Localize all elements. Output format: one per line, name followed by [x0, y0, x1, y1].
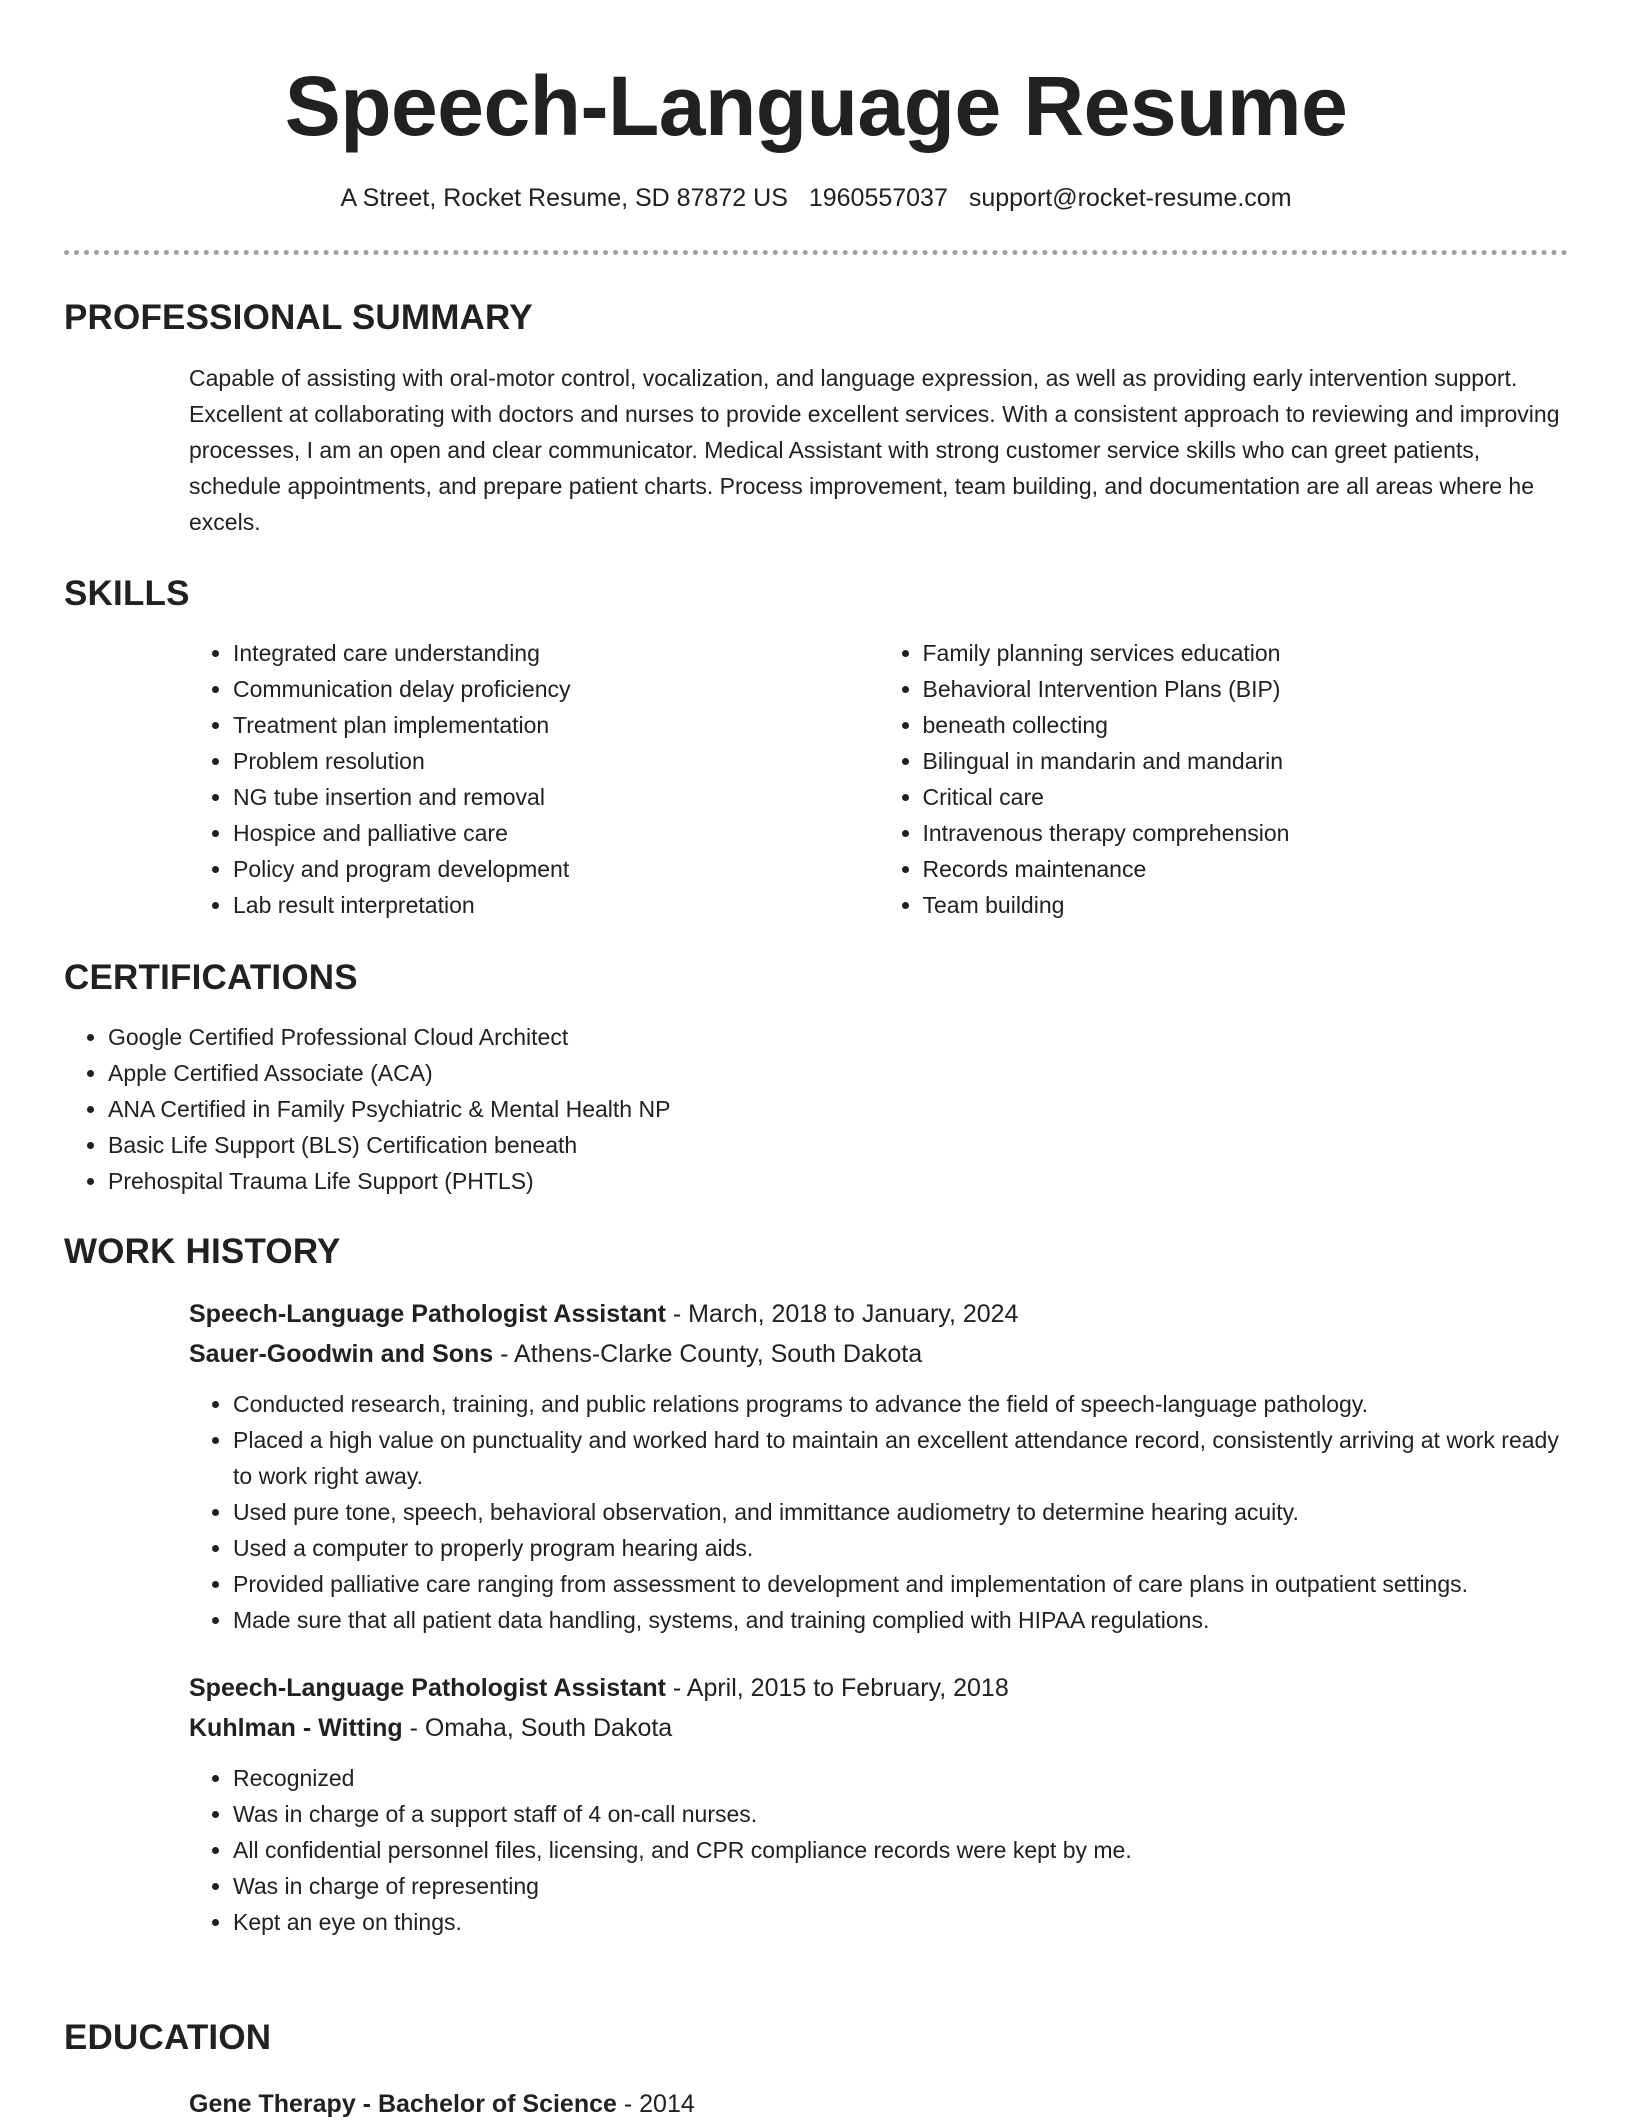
- certification-item: • Prehospital Trauma Life Support (PHTLS): [108, 1163, 1568, 1199]
- job-duty-item: • Placed a high value on punctuality and worked hard to maintain an excellent attendance record, consistently arriving at work ready to work right away.: [233, 1422, 1568, 1494]
- skill-item: • Integrated care understanding: [233, 635, 879, 671]
- job-location: - Omaha, South Dakota: [402, 1714, 673, 1742]
- skills-section: [64, 572, 1568, 923]
- skills-grid: [189, 635, 1568, 923]
- certifications-heading: CERTIFICATIONS: [64, 958, 358, 997]
- contact-email: support@rocket-resume.com: [968, 184, 1292, 212]
- skills-list-right: [879, 635, 1569, 923]
- job-duty-item: • All confidential personnel files, licensing, and CPR compliance records were kept by me.: [233, 1832, 1568, 1868]
- certifications-section: [64, 956, 1568, 1199]
- job-entry: [189, 1294, 1568, 1638]
- skill-item: • Hospice and palliative care: [233, 815, 879, 851]
- job-duty-item: • Provided palliative care ranging from assessment to development and implementation of care plans in outpatient settings.: [233, 1566, 1568, 1602]
- resume-name: Speech-Language Resume: [284, 59, 1348, 153]
- job-duty-item: • Recognized: [233, 1760, 1568, 1796]
- job-company-line: [189, 1334, 1568, 1374]
- education-heading: EDUCATION: [64, 2018, 272, 2057]
- education-year: - 2014: [616, 2090, 695, 2118]
- certifications-list: [64, 1019, 1568, 1199]
- certification-item: • Google Certified Professional Cloud Architect: [108, 1019, 1568, 1055]
- work-history-section: [64, 1230, 1568, 1940]
- header-divider: [64, 250, 1568, 255]
- education-section: [64, 2016, 1568, 2124]
- summary-text: Capable of assisting with oral-motor control, vocalization, and language expression, as well as providing early intervention support. Excellent at collaborating with doctors and nurses to provide excellent services. With a consistent approach to reviewing and improving processes, I am an open and clear communicator. Medical Assistant with strong customer service skills who can greet patients, schedule appointments, and prepare patient charts. Process improvement, team building, and documentation are all areas where he excels.: [189, 365, 1560, 535]
- job-duty-item: • Was in charge of a support staff of 4 on-call nurses.: [233, 1796, 1568, 1832]
- certification-item: • ANA Certified in Family Psychiatric & Mental Health NP: [108, 1091, 1568, 1127]
- education-entry: [189, 2084, 1568, 2124]
- job-dates: - March, 2018 to January, 2024: [665, 1300, 1019, 1328]
- summary-section: [64, 296, 1568, 540]
- job-role: Speech-Language Pathologist Assistant: [189, 1300, 666, 1328]
- education-line: [189, 2084, 1568, 2124]
- job-duty-item: • Used a computer to properly program hearing aids.: [233, 1530, 1568, 1566]
- certification-item: • Apple Certified Associate (ACA): [108, 1055, 1568, 1091]
- skill-item: • Bilingual in mandarin and mandarin: [923, 743, 1569, 779]
- skill-item: • beneath collecting: [923, 707, 1569, 743]
- skill-item: • Records maintenance: [923, 851, 1569, 887]
- job-location: - Athens-Clarke County, South Dakota: [493, 1340, 923, 1368]
- job-role: Speech-Language Pathologist Assistant: [189, 1674, 666, 1702]
- skill-item: • Critical care: [923, 779, 1569, 815]
- skill-item: • NG tube insertion and removal: [233, 779, 879, 815]
- skill-item: • Behavioral Intervention Plans (BIP): [923, 671, 1569, 707]
- job-company-line: [189, 1708, 1568, 1748]
- skill-item: • Team building: [923, 887, 1569, 923]
- contact-phone: 1960557037: [808, 184, 948, 212]
- job-duties-list: [189, 1386, 1568, 1638]
- contact-line: [0, 180, 1632, 216]
- job-duty-item: • Kept an eye on things.: [233, 1904, 1568, 1940]
- certification-item: • Basic Life Support (BLS) Certification beneath: [108, 1127, 1568, 1163]
- job-company: Sauer-Goodwin and Sons: [189, 1340, 494, 1368]
- job-dates: - April, 2015 to February, 2018: [665, 1674, 1009, 1702]
- job-entry: [189, 1668, 1568, 1940]
- job-company: Kuhlman - Witting: [189, 1714, 403, 1742]
- job-duties-list: [189, 1760, 1568, 1940]
- job-duty-item: • Conducted research, training, and public relations programs to advance the field of speech-language pathology.: [233, 1386, 1568, 1422]
- skills-list-left: [189, 635, 879, 923]
- job-title-line: [189, 1668, 1568, 1708]
- work-history-heading: WORK HISTORY: [64, 1232, 341, 1271]
- education-degree: Gene Therapy - Bachelor of Science: [189, 2090, 617, 2118]
- job-duty-item: • Used pure tone, speech, behavioral observation, and immittance audiometry to determine hearing acuity.: [233, 1494, 1568, 1530]
- job-title-line: [189, 1294, 1568, 1334]
- skill-item: • Problem resolution: [233, 743, 879, 779]
- job-duty-item: • Was in charge of representing: [233, 1868, 1568, 1904]
- skill-item: • Policy and program development: [233, 851, 879, 887]
- job-duty-item: • Made sure that all patient data handling, systems, and training complied with HIPAA regulations.: [233, 1602, 1568, 1638]
- contact-address: A Street, Rocket Resume, SD 87872 US: [340, 184, 788, 212]
- skill-item: • Family planning services education: [923, 635, 1569, 671]
- summary-heading: PROFESSIONAL SUMMARY: [64, 298, 533, 337]
- skill-item: • Intravenous therapy comprehension: [923, 815, 1569, 851]
- skill-item: • Treatment plan implementation: [233, 707, 879, 743]
- skill-item: • Communication delay proficiency: [233, 671, 879, 707]
- skills-heading: SKILLS: [64, 574, 190, 613]
- skill-item: • Lab result interpretation: [233, 887, 879, 923]
